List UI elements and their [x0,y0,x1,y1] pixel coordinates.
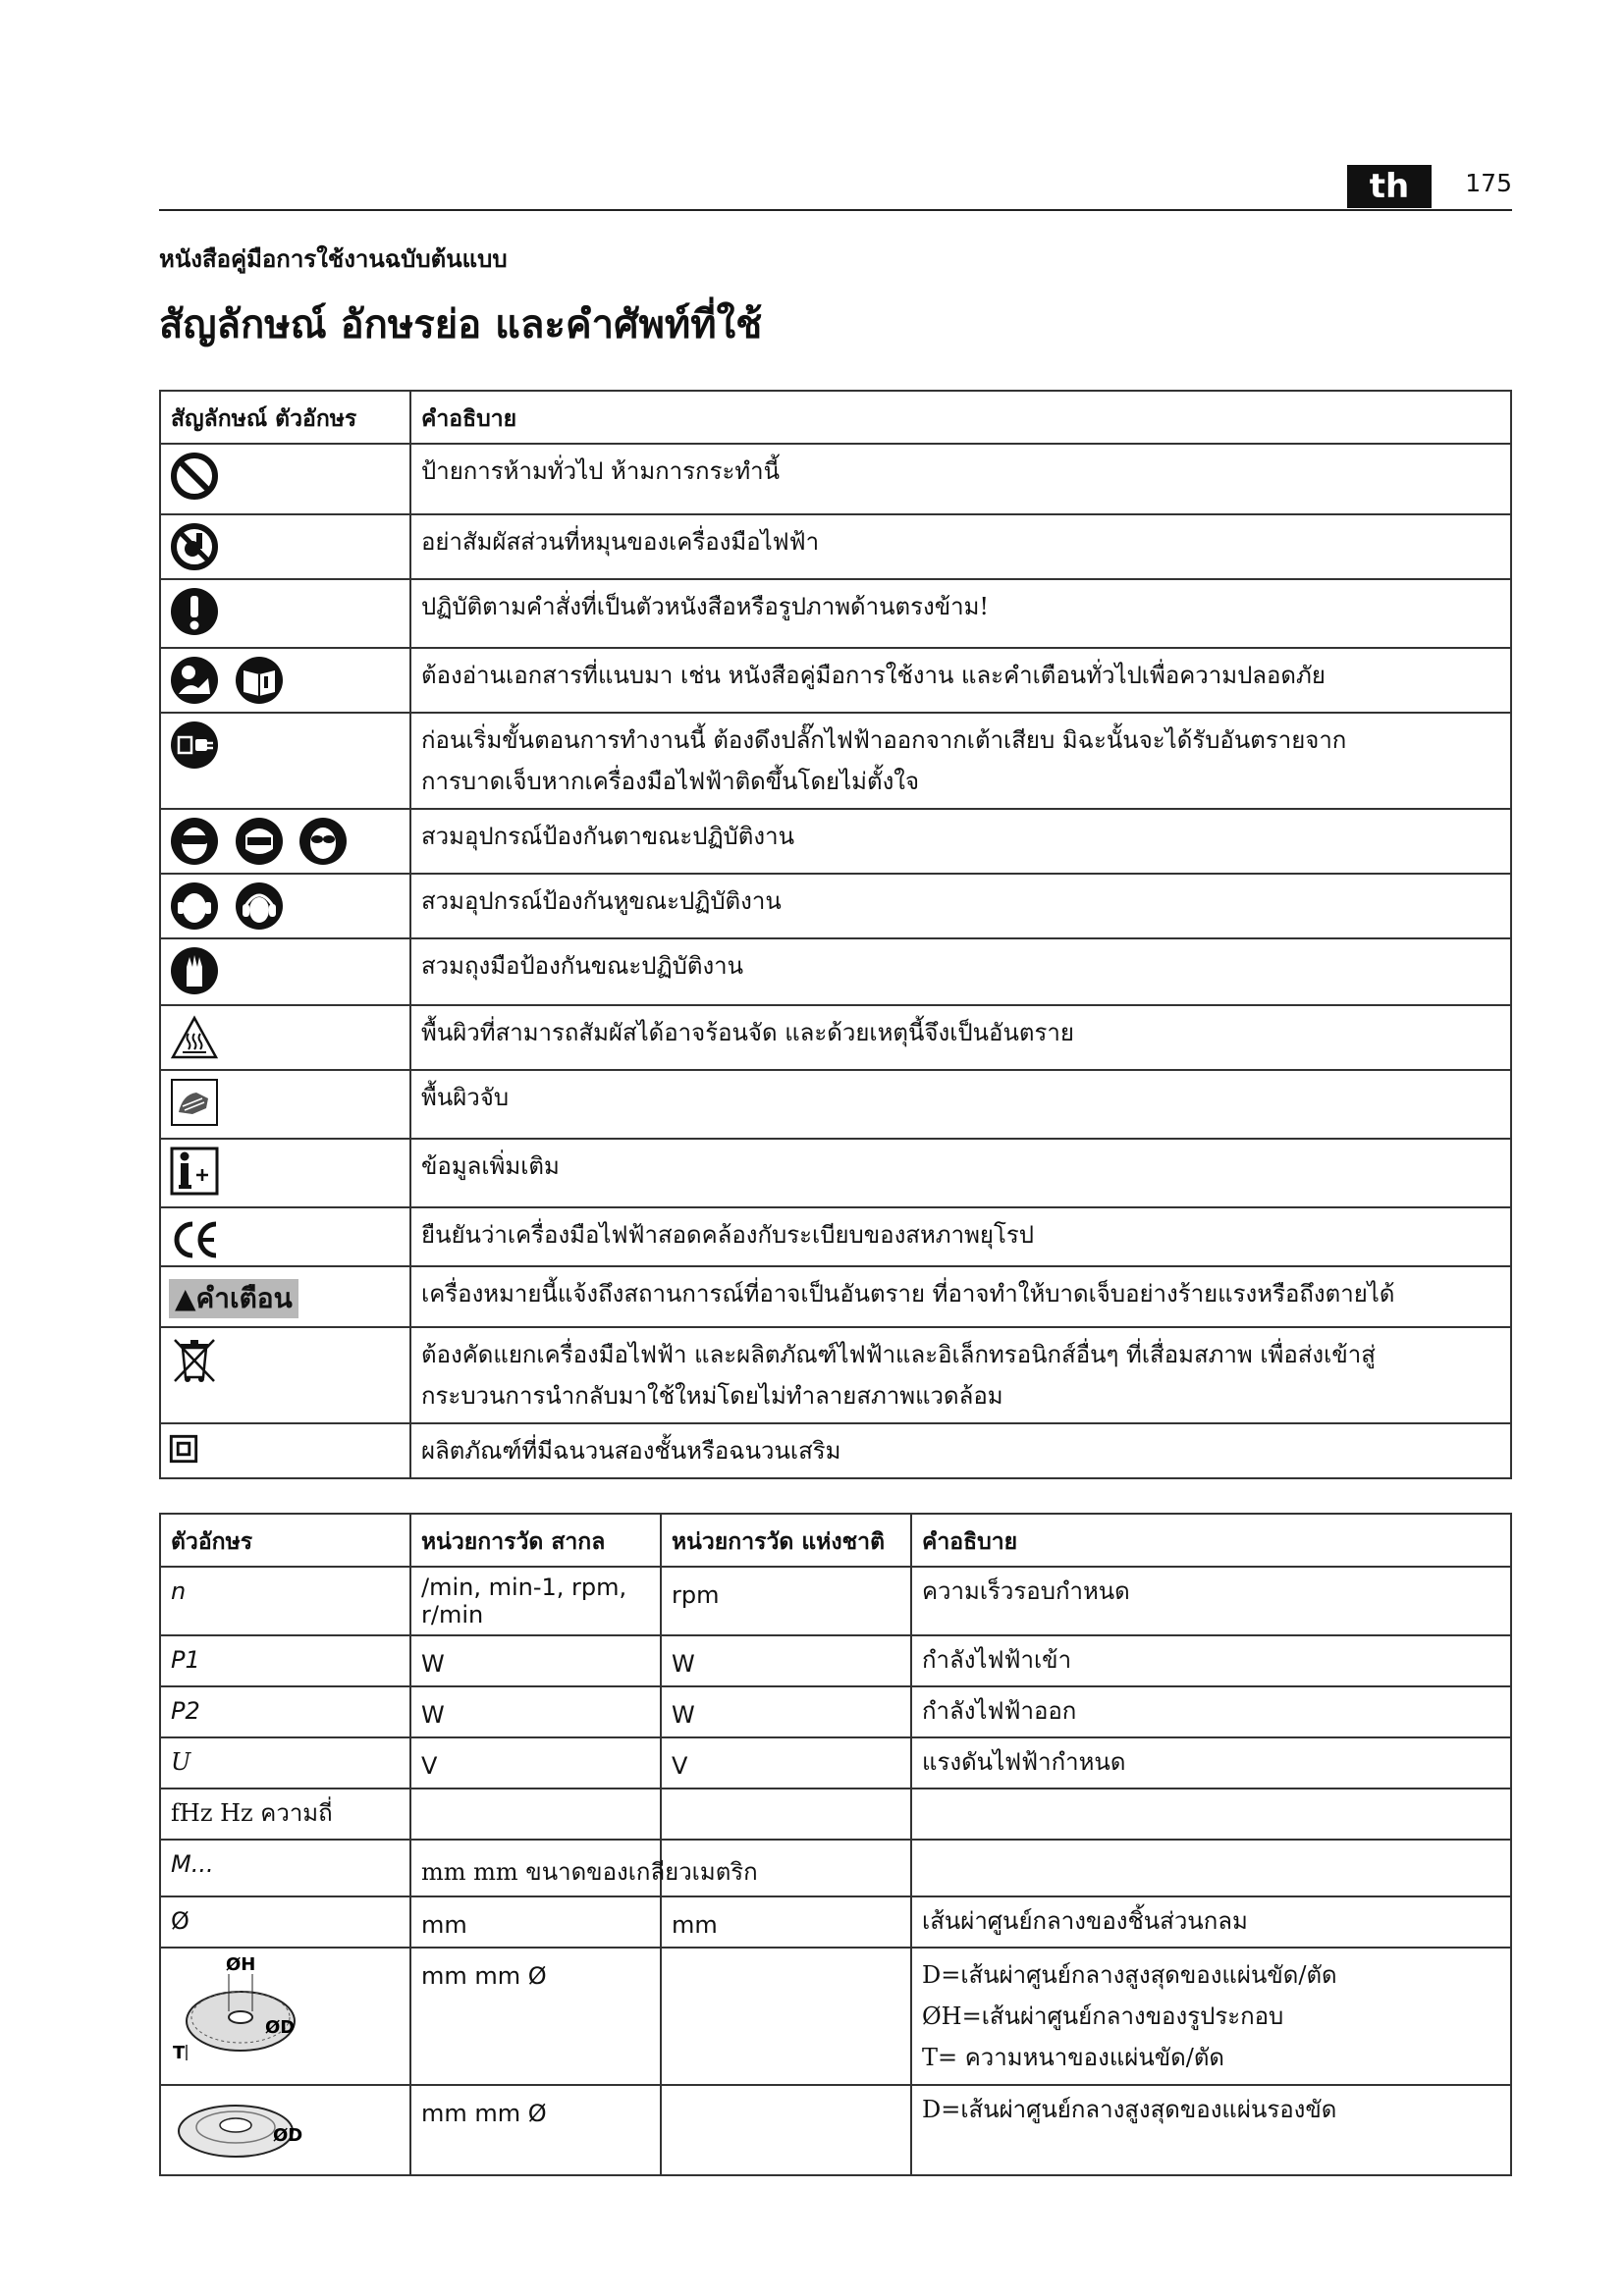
column-header-description: คำอธิบาย [410,391,1511,444]
backing-pad-icon [167,2090,314,2168]
goggles-icon [298,816,349,867]
unit-intl: mm mm ขนาดของเกลียวเมตริก [410,1840,661,1896]
prohibition-icon [169,451,220,502]
page-header [159,165,1512,211]
column-header-national-unit: หน่วยการวัด แห่งชาติ [661,1514,911,1567]
svg-text:ØD: ØD [265,2017,296,2038]
table-row [160,1948,1511,2085]
symbol-description: ก่อนเริ่มขั้นตอนการทำงานนี้ ต้องดึงปลั๊กไฟฟ้าออกจากเต้าเสียบ มิฉะนั้นจะได้รับอันตรายจาก [421,726,1347,754]
read-documents-icon [234,655,285,706]
unit-national: mm [661,1896,911,1948]
symbol-description-line2: การบาดเจ็บหากเครื่องมือไฟฟ้าติดขึ้นโดยไม่ตั้งใจ [421,768,920,795]
unit-description: T= ความหนาของแผ่นขัด/ตัด [922,2044,1225,2071]
symbol-description: ต้องคัดแยกเครื่องมือไฟฟ้า และผลิตภัณฑ์ไฟฟ้าและอิเล็กทรอนิกส์อื่นๆ ที่เสื่อมสภาพ เพื่อส่งเข้าสู่ [421,1341,1376,1368]
unit-description [911,1840,1511,1896]
info-icon [169,1146,220,1197]
unit-national: rpm [661,1567,911,1635]
document-subtitle: หนังสือคู่มือการใช้งานฉบับต้นแบบ [159,244,508,273]
symbol-description: ยืนยันว่าเครื่องมือไฟฟ้าสอดคล้องกับระเบียบของสหภาพยุโรป [410,1207,1511,1266]
symbol-description-line2: กระบวนการนำกลับมาใช้ใหม่โดยไม่ทำลายสภาพแวดล้อม [421,1382,1003,1410]
unit-intl: /min, min-1, rpm, r/min [410,1567,661,1635]
symbol-description: ต้องอ่านเอกสารที่แนบมา เช่น หนังสือคู่มือการใช้งาน และคำเตือนทั่วไปเพื่อความปลอดภัย [410,648,1511,713]
unit-description: แรงดันไฟฟ้ากำหนด [911,1737,1511,1789]
unit-symbol: U [160,1737,410,1789]
table-row [160,444,1511,514]
column-header-intl-unit: หน่วยการวัด สากล [410,1514,661,1567]
read-manual-icon [169,655,220,706]
table-row [160,874,1511,938]
table-row [160,1266,1511,1327]
symbol-description: พื้นผิวจับ [410,1070,1511,1139]
language-badge: th [1347,165,1432,208]
unit-description: กำลังไฟฟ้าเข้า [911,1635,1511,1686]
unit-national: V [661,1737,911,1789]
do-not-touch-rotating-parts-icon [169,521,220,572]
svg-text:T: T [173,2043,186,2063]
unit-intl: mm mm Ø [410,1948,661,2085]
table-row [160,1737,1511,1789]
unit-national [661,1789,911,1840]
ear-protection-icon [169,881,220,932]
table-row [160,1139,1511,1207]
page-number: 175 [1465,169,1512,197]
column-header-letter: ตัวอักษร [160,1514,410,1567]
column-header-symbol: สัญลักษณ์ ตัวอักษร [160,391,410,444]
table-row [160,1207,1511,1266]
warning-label: คำเตือน [195,1282,293,1314]
warning-triangle-icon: ▲ [175,1282,196,1314]
table-row [160,1327,1511,1423]
table-row [160,1789,1511,1840]
unit-symbol: n [160,1567,410,1635]
symbol-description: ข้อมูลเพิ่มเติม [410,1139,1511,1207]
grip-surface-icon [169,1077,220,1128]
unit-description: เส้นผ่าศูนย์กลางของชิ้นส่วนกลม [911,1896,1511,1948]
mandatory-action-icon [169,586,220,637]
ear-muffs-icon [234,881,285,932]
table-row [160,579,1511,648]
unit-symbol: fHz Hz ความถี่ [160,1789,410,1840]
unit-description: D=เส้นผ่าศูนย์กลางสูงสุดของแผ่นขัด/ตัด [922,1961,1337,1989]
unit-national [661,1948,911,2085]
hot-surface-icon [169,1012,220,1063]
symbol-description: สวมอุปกรณ์ป้องกันหูขณะปฏิบัติงาน [410,874,1511,938]
table-row [160,1686,1511,1737]
table-header-row [160,1514,1511,1567]
table-row [160,1423,1511,1478]
unit-national: W [661,1635,911,1686]
unit-national: W [661,1686,911,1737]
double-insulation-icon [169,1434,198,1464]
table-row [160,1567,1511,1635]
unit-intl [410,1789,661,1840]
unit-description: ความเร็วรอบกำหนด [911,1567,1511,1635]
table-row [160,2085,1511,2175]
svg-text:ØD: ØD [273,2125,303,2146]
symbol-description: อย่าสัมผัสส่วนที่หมุนของเครื่องมือไฟฟ้า [410,514,1511,579]
unit-description: D=เส้นผ่าศูนย์กลางสูงสุดของแผ่นรองขัด [922,2096,1337,2123]
table-row [160,1005,1511,1070]
unit-description: ØH=เส้นผ่าศูนย์กลางของรูประกอบ [922,2002,1284,2030]
eye-protection-icon [169,816,220,867]
table-row [160,1896,1511,1948]
unit-symbol: P2 [160,1686,410,1737]
table-row [160,938,1511,1005]
weee-bin-icon [169,1334,220,1385]
disc-dimensions-icon [167,1952,314,2070]
svg-text:ØH: ØH [226,1954,256,1975]
unit-intl: mm mm Ø [410,2085,661,2175]
symbol-description: พื้นผิวที่สามารถสัมผัสได้อาจร้อนจัด และด้วยเหตุนี้จึงเป็นอันตราย [410,1005,1511,1070]
symbol-description: ปฏิบัติตามคำสั่งที่เป็นตัวหนังสือหรือรูปภาพด้านตรงข้าม! [410,579,1511,648]
symbol-description: ผลิตภัณฑ์ที่มีฉนวนสองชั้นหรือฉนวนเสริม [410,1423,1511,1478]
symbol-description: สวมถุงมือป้องกันขณะปฏิบัติงาน [410,938,1511,1005]
gloves-icon [169,945,220,996]
face-shield-icon [234,816,285,867]
table-row [160,713,1511,809]
unit-national [661,2085,911,2175]
table-row [160,514,1511,579]
table-row [160,648,1511,713]
unit-symbol: M... [160,1840,410,1896]
unit-intl: V [410,1737,661,1789]
ce-mark-icon [169,1214,220,1259]
symbol-description: สวมอุปกรณ์ป้องกันตาขณะปฏิบัติงาน [410,809,1511,874]
unit-intl: mm [410,1896,661,1948]
units-table [159,1513,1512,2176]
table-row [160,1840,1511,1896]
symbol-description: เครื่องหมายนี้แจ้งถึงสถานการณ์ที่อาจเป็นอันตราย ที่อาจทำให้บาดเจ็บอย่างร้ายแรงหรือถึงตายได้ [410,1266,1511,1327]
unit-description: กำลังไฟฟ้าออก [911,1686,1511,1737]
unit-intl: W [410,1686,661,1737]
symbol-description: ป้ายการห้ามทั่วไป ห้ามการกระทำนี้ [410,444,1511,514]
table-row [160,809,1511,874]
warning-badge [169,1279,298,1318]
table-row [160,1635,1511,1686]
table-header-row [160,391,1511,444]
section-title: สัญลักษณ์ อักษรย่อ และคำศัพท์ที่ใช้ [159,301,763,347]
symbols-table [159,390,1512,1479]
unit-symbol: P1 [160,1635,410,1686]
unit-symbol: Ø [160,1896,410,1948]
unit-description [911,1789,1511,1840]
table-row [160,1070,1511,1139]
column-header-description: คำอธิบาย [911,1514,1511,1567]
unplug-icon [169,720,220,771]
unit-intl: W [410,1635,661,1686]
